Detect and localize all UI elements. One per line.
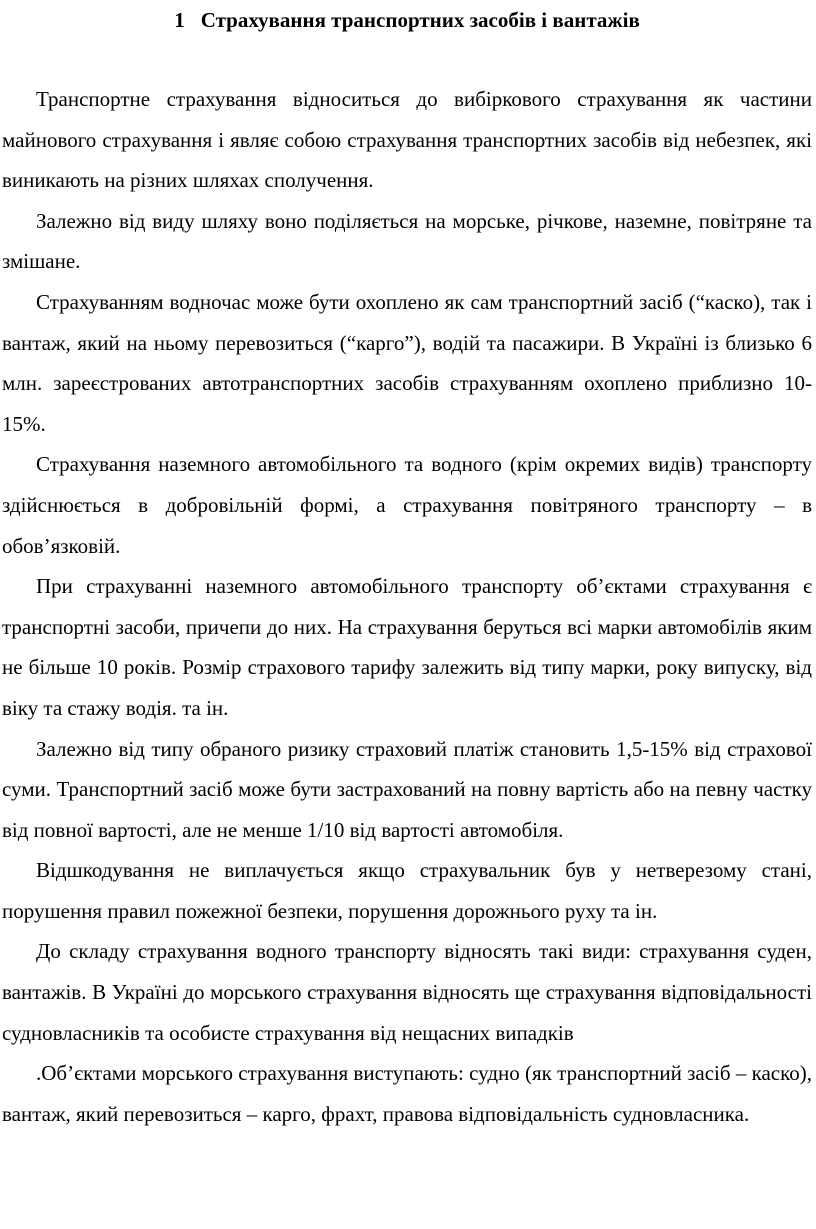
section-number: 1 <box>174 8 185 32</box>
paragraph-premium-rate: Залежно від типу обраного ризику страховий платіж становить 1,5-15% від страхової суми. Транспортний засіб може бути застрахований на повну вартість або на певну частку від повної вартості, але не менше 1/10 від вартості автомобіля. <box>2 736 812 842</box>
paragraph-voluntary-form: Страхування наземного автомобільного та водного (крім окремих видів) транспорту здійснюється в добровільній формі, а страхування повітряного транспорту – в обов’язковій. <box>2 452 812 558</box>
section-heading <box>2 2 812 36</box>
paragraph-route-types: Залежно від виду шляху воно поділяється на морське, річкове, наземне, повітряне та змішане. <box>2 208 812 274</box>
section-title: Страхування транспортних засобів і вантажів <box>200 8 640 32</box>
paragraph-compensation-exclusions: Відшкодування не виплачується якщо страхувальник був у нетверезому стані, порушення правил пожежної безпеки, порушення дорожнього руху та ін. <box>2 858 812 923</box>
paragraph-water-transport: До складу страхування водного транспорту відносять такі види: страхування суден, вантажів. В Україні до морського страхування відносять ще страхування відповідальності судновласників та особисте страхування від нещасних випадків <box>2 939 812 1045</box>
body-text <box>2 79 812 1134</box>
paragraph-marine-objects: .Об’єктами морського страхування виступають: судно (як транспортний засіб – каско), вантаж, який перевозиться – карго, фрахт, правова відповідальність судновласника. <box>2 1061 812 1126</box>
paragraph-ground-transport: При страхуванні наземного автомобільного транспорту об’єктами страхування є транспортні засоби, причепи до них. На страхування беруться всі марки автомобілів яким не більше 10 років. Розмір страхового тарифу залежить від типу марки, року випуску, від віку та стажу водія. та ін. <box>2 574 812 720</box>
paragraph-transport-insurance: Транспортне страхування відноситься до вибіркового страхування як частини майнового страхування і являє собою страхування транспортних засобів від небезпек, які виникають на різних шляхах сполучення. <box>2 87 812 193</box>
paragraph-casco-cargo: Страхуванням водночас може бути охоплено як сам транспортний засіб (“каско), так і вантаж, який на ньому перевозиться (“карго”), водій та пасажири. В Україні із близько 6 млн. зареєстрованих автотранспортних засобів страхуванням охоплено приблизно 10-15%. <box>2 289 812 436</box>
